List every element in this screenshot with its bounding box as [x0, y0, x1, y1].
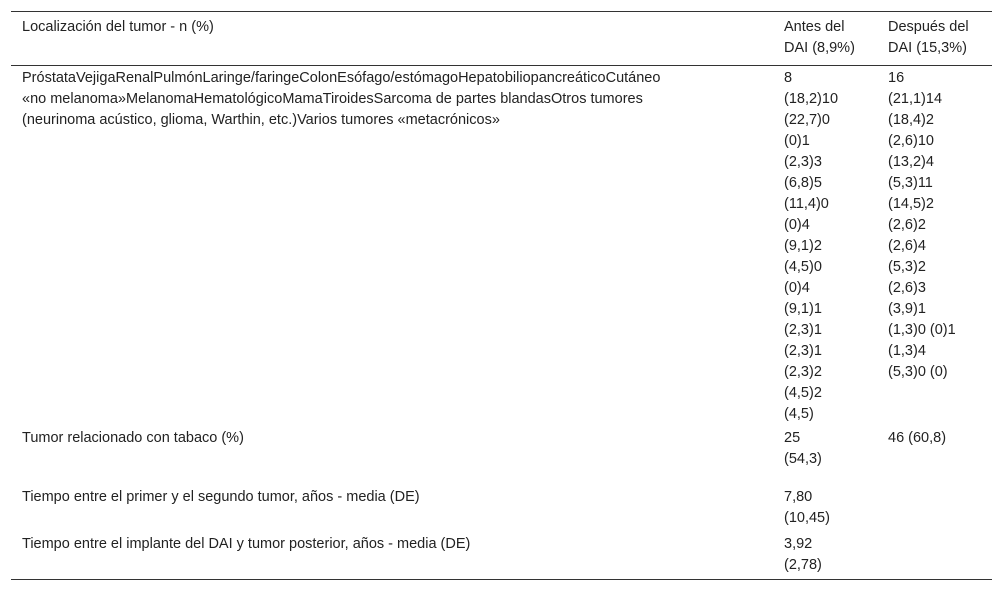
time-implant-to-tumor-label: Tiempo entre el implante del DAI y tumor posterior, años - media (DE): [22, 536, 471, 552]
tobacco-related-label: Tumor relacionado con tabaco (%): [22, 430, 244, 446]
header-after-dai: [888, 12, 992, 66]
before-value: (6,8)5: [784, 175, 822, 191]
before-value: (4,5): [784, 406, 814, 422]
tumor-types-before-cell: [784, 66, 888, 426]
header-after-dai-line1: Después del: [888, 19, 969, 35]
before-value: (4,5)0: [784, 259, 822, 275]
after-value: (2,6)3: [888, 280, 926, 296]
table-row: [11, 425, 992, 484]
after-value: (18,4)2: [888, 112, 934, 128]
before-value: (11,4)0: [784, 196, 829, 212]
before-value: 8: [784, 70, 793, 86]
time-between-tumors-label: Tiempo entre el primer y el segundo tumor, años - media (DE): [22, 489, 420, 505]
after-value: (2,6)2: [888, 217, 926, 233]
after-value: (1,3)4: [888, 343, 926, 359]
before-value: (10,45): [784, 510, 830, 526]
after-value: (5,3)2: [888, 259, 926, 275]
table-row: [11, 66, 992, 426]
before-value: (22,7)0: [784, 112, 830, 128]
table-header-row: [11, 12, 992, 66]
header-before-dai-line1: Antes del: [784, 19, 845, 35]
tumor-types-line2: «no melanoma»MelanomaHematológicoMamaTiroidesSarcoma de partes blandasOtros tumores: [22, 91, 643, 107]
after-value: (2,6)4: [888, 238, 926, 254]
header-before-dai-line2: DAI (8,9%): [784, 40, 855, 56]
table-row: [11, 484, 992, 531]
tumor-types-line3: (neurinoma acústico, glioma, Warthin, etc.)Varios tumores «metacrónicos»: [22, 112, 500, 128]
time-implant-to-tumor-before-cell: [784, 531, 888, 580]
after-value: (13,2)4: [888, 154, 934, 170]
before-value: (2,3)3: [784, 154, 822, 170]
tobacco-related-before-cell: [784, 425, 888, 484]
tobacco-related-after-cell: 46 (60,8): [888, 430, 947, 446]
header-after-dai-line2: DAI (15,3%): [888, 40, 967, 56]
tumor-location-table: [11, 11, 992, 580]
before-value: (4,5)2: [784, 385, 822, 401]
after-value: 16: [888, 70, 905, 86]
before-value: (0)1: [784, 133, 810, 149]
before-value: (54,3): [784, 451, 822, 467]
header-tumor-location: Localización del tumor - n (%): [22, 19, 214, 35]
before-value: (2,78): [784, 557, 822, 573]
tumor-types-cell: [11, 66, 784, 426]
after-value: (21,1)14: [888, 91, 943, 107]
header-before-dai: [784, 12, 888, 66]
table-row: [11, 531, 992, 580]
before-value: 7,80: [784, 489, 813, 505]
time-between-tumors-after-cell: [888, 484, 992, 531]
after-value: (14,5)2: [888, 196, 934, 212]
tumor-types-after-cell: [888, 66, 992, 426]
after-value: (3,9)1: [888, 301, 926, 317]
after-value: (2,6)10: [888, 133, 934, 149]
after-value: (5,3)11: [888, 175, 933, 191]
before-value: 25: [784, 430, 801, 446]
before-value: (9,1)1: [784, 301, 822, 317]
before-value: (9,1)2: [784, 238, 822, 254]
before-value: (2,3)1: [784, 343, 822, 359]
before-value: (18,2)10: [784, 91, 839, 107]
before-value: (2,3)1: [784, 322, 822, 338]
tumor-location-table-container: [11, 11, 980, 580]
time-implant-to-tumor-after-cell: [888, 531, 992, 580]
time-between-tumors-before-cell: [784, 484, 888, 531]
tumor-types-line1: PróstataVejigaRenalPulmónLaringe/faringeColonEsófago/estómagoHepatobiliopancreáticoCutáneo: [22, 70, 661, 86]
before-value: (0)4: [784, 280, 810, 296]
before-value: (2,3)2: [784, 364, 822, 380]
before-value: 3,92: [784, 536, 813, 552]
before-value: (0)4: [784, 217, 810, 233]
after-value: (5,3)0 (0): [888, 364, 948, 380]
after-value: (1,3)0 (0)1: [888, 322, 956, 338]
